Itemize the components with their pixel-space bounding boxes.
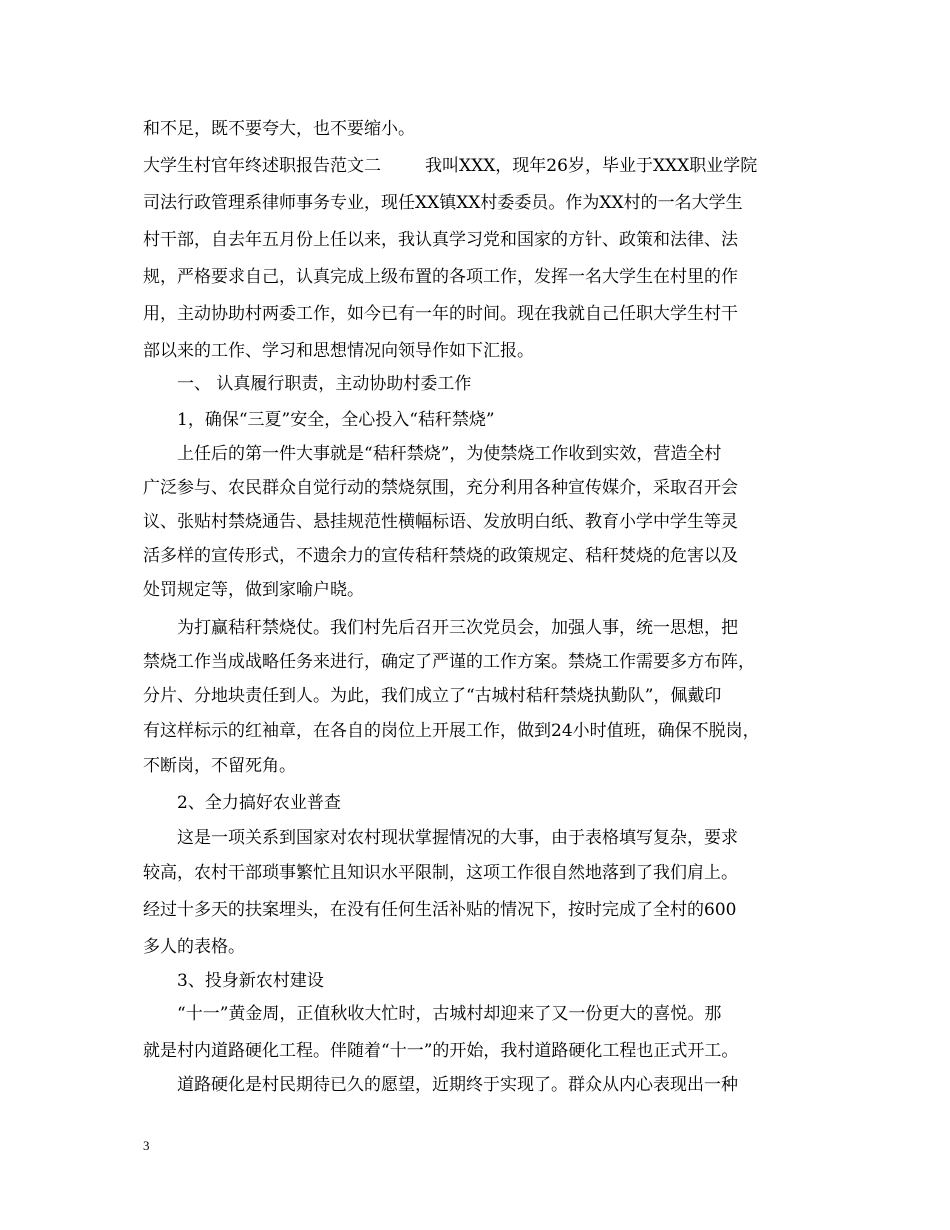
text-line: 村干部，自去年五月份上任以来，我认真学习党和国家的方针、政策和法律、法 bbox=[143, 230, 738, 250]
subsection-heading: 1，确保“三夏”安全，全心投入“秸秆禁烧” bbox=[177, 410, 495, 430]
text-line: 多人的表格。 bbox=[143, 937, 245, 957]
text-line: 上任后的第一件大事就是“秸秆禁烧”，为使禁烧工作收到实效，营造全村 bbox=[177, 444, 722, 464]
text-line: 为打赢秸秆禁烧仗。我们村先后召开三次党员会，加强人事，统一思想，把 bbox=[177, 618, 738, 638]
text-line: 就是村内道路硬化工程。伴随着“十一”的开始，我村道路硬化工程也正式开工。 bbox=[143, 1041, 739, 1061]
text-line: 较高，农村干部琐事繁忙且知识水平限制，这项工作很自然地落到了我们肩上。 bbox=[143, 863, 738, 883]
article-title: 大学生村官年终述职报告范文二 bbox=[143, 156, 381, 176]
section-heading: 一、 认真履行职责，主动协助村委工作 bbox=[177, 374, 472, 394]
text-line: 分片、分地块责任到人。为此，我们成立了“古城村秸秆禁烧执勤队”，佩戴印 bbox=[143, 686, 722, 706]
text-line: 活多样的宣传形式，不遗余力的宣传秸秆禁烧的政策规定、秸秆焚烧的危害以及 bbox=[143, 546, 738, 566]
text-line: 规，严格要求自己，认真完成上级布置的各项工作，发挥一名大学生在村里的作 bbox=[143, 267, 738, 287]
text-line: 和不足，既不要夸大，也不要缩小。 bbox=[143, 119, 415, 139]
text-line: 司法行政管理系律师事务专业，现任XX镇XX村委委员。作为XX村的一名大学生 bbox=[143, 193, 743, 213]
text-line: 议、张贴村禁烧通告、悬挂规范性横幅标语、发放明白纸、教育小学中学生等灵 bbox=[143, 512, 738, 532]
text-line: 不断岗，不留死角。 bbox=[143, 756, 296, 776]
text-line: 这是一项关系到国家对农村现状掌握情况的大事，由于表格填写复杂，要求 bbox=[177, 828, 738, 848]
text-line: 部以来的工作、学习和思想情况向领导作如下汇报。 bbox=[143, 341, 534, 361]
text-line bbox=[143, 155, 757, 177]
text-line: 道路硬化是村民期待已久的愿望，近期终于实现了。群众从内心表现出一种 bbox=[177, 1075, 738, 1095]
text-line: 用，主动协助村两委工作，如今已有一年的时间。现在我就自己任职大学生村干 bbox=[143, 304, 738, 324]
text-line: 禁烧工作当成战略任务来进行，确定了严谨的工作方案。禁烧工作需要多方布阵， bbox=[143, 652, 755, 672]
subsection-heading: 2、全力搞好农业普查 bbox=[177, 793, 341, 813]
subsection-heading: 3、投身新农村建设 bbox=[177, 971, 324, 991]
article-intro: 我叫XXX，现年26岁，毕业于XXX职业学院 bbox=[425, 156, 758, 176]
text-line: 经过十多天的扶案埋头，在没有任何生活补贴的情况下，按时完成了全村的600 bbox=[143, 900, 737, 920]
page-number: 3 bbox=[143, 1138, 150, 1153]
text-line: 广泛参与、农民群众自觉行动的禁烧氛围，充分利用各种宣传媒介，采取召开会 bbox=[143, 478, 738, 498]
text-line: 处罚规定等，做到家喻户晓。 bbox=[143, 580, 364, 600]
text-line: 有这样标示的红袖章，在各自的岗位上开展工作，做到24小时值班，确保不脱岗， bbox=[143, 721, 760, 741]
text-line: “十一”黄金周，正值秋收大忙时，古城村却迎来了又一份更大的喜悦。那 bbox=[177, 1004, 722, 1024]
